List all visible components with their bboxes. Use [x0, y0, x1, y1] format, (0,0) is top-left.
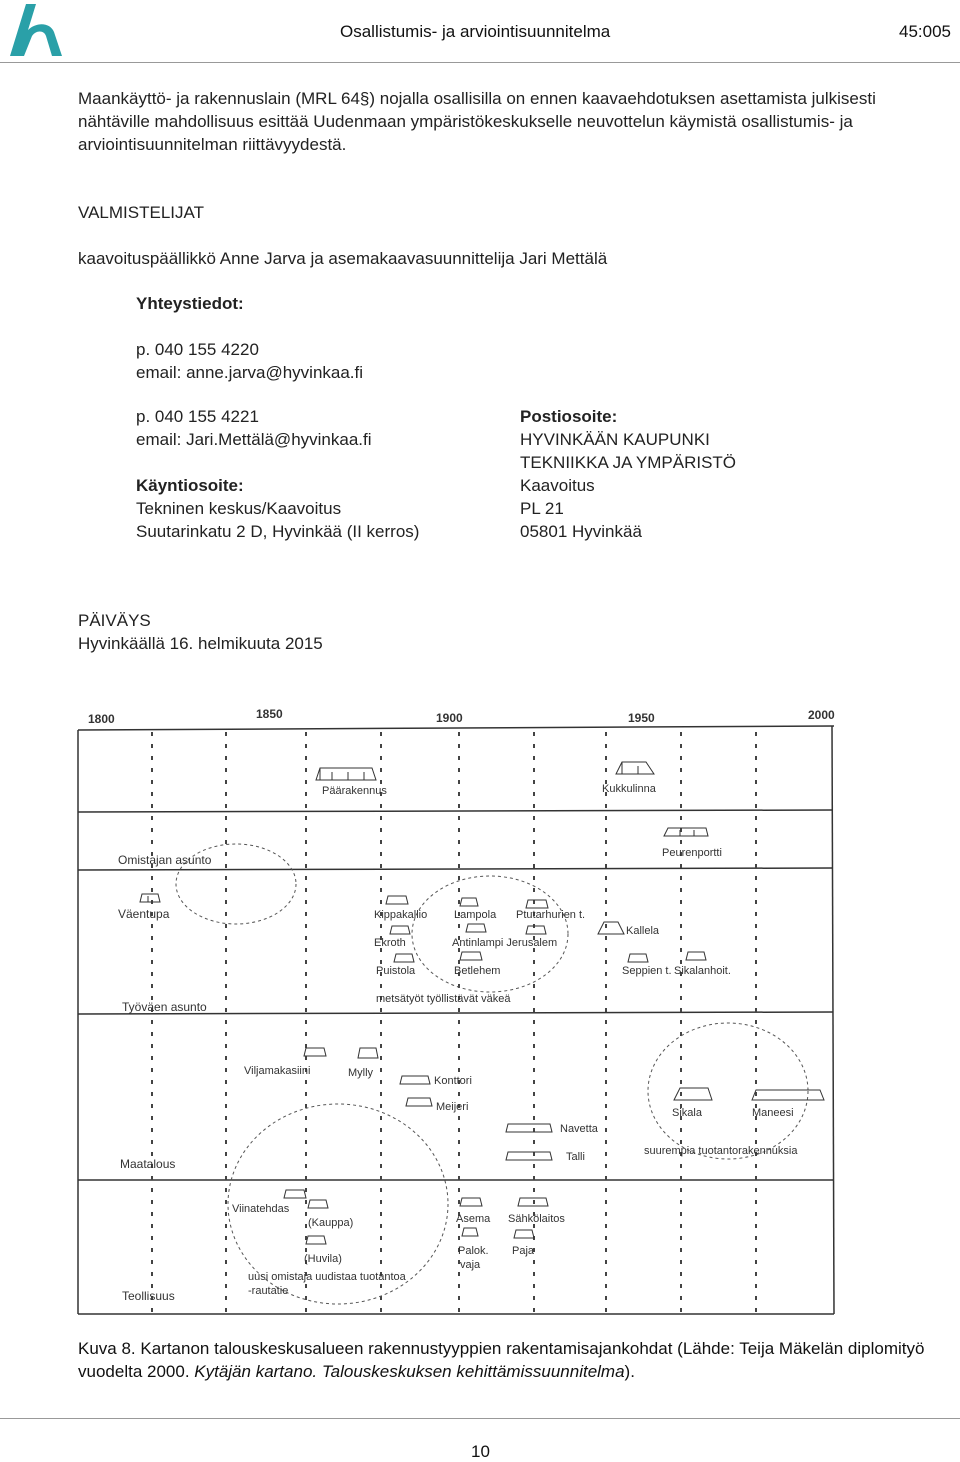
label-navetta: Navetta — [560, 1123, 598, 1135]
label-huvila: (Huvila) — [304, 1253, 342, 1265]
label-paja: Paja — [512, 1245, 535, 1257]
document-code: 45:005 — [899, 22, 951, 41]
postal-address-line2: TEKNIIKKA JA YMPÄRISTÖ — [520, 453, 737, 472]
building-vaentupa — [140, 894, 160, 902]
label-uusi-omistaja: uusi omistaja uudistaa tuotantoa — [248, 1271, 406, 1283]
label-palokvaja-2: vaja — [460, 1259, 481, 1271]
building-jerusalem — [526, 926, 546, 934]
building-kallela — [598, 922, 624, 934]
label-ekroth: Ekroth — [374, 937, 406, 949]
building-mylly — [358, 1048, 378, 1058]
postal-address-heading: Postiosoite: — [520, 407, 618, 426]
year-1800: 1800 — [88, 712, 115, 726]
label-paarakennus: Päärakennus — [322, 785, 387, 797]
label-rautatie: -rautatie — [248, 1285, 289, 1297]
building-huvila — [306, 1236, 326, 1244]
building-navetta — [506, 1124, 552, 1132]
row-label-servants-house: Väentupa — [118, 907, 170, 921]
building-antinlampi — [466, 924, 486, 932]
contact-heading: Yhteystiedot: — [136, 294, 244, 313]
label-seppien: Seppien t. — [622, 965, 672, 977]
building-kukkulinna — [616, 762, 654, 774]
label-ptutarhurien: Ptutarhurien t. — [516, 909, 586, 921]
date-heading: PÄIVÄYS — [78, 611, 151, 630]
row-label-industry: Teollisuus — [122, 1289, 175, 1303]
figure-caption — [78, 1337, 948, 1383]
building-kippakallio — [386, 896, 408, 904]
building-viinatehdas — [284, 1190, 306, 1198]
page-number: 10 — [471, 1442, 490, 1461]
label-meijeri: Meijeri — [436, 1101, 469, 1113]
label-konttori: Konttori — [434, 1075, 472, 1087]
label-viinatehdas: Viinatehdas — [232, 1203, 290, 1215]
contact1-email: email: anne.jarva@hyvinkaa.fi — [136, 363, 364, 382]
row-divider — [78, 810, 833, 812]
label-puistola: Puistola — [376, 965, 416, 977]
label-sikalanhoit: Sikalanhoit. — [674, 965, 731, 977]
contact1-phone: p. 040 155 4220 — [136, 340, 259, 359]
building-sikalanhoit — [686, 952, 706, 960]
header-divider — [0, 62, 960, 63]
building-konttori — [400, 1076, 430, 1084]
row-divider — [78, 868, 833, 870]
year-1950: 1950 — [628, 711, 655, 725]
postal-address-line3: Kaavoitus — [520, 476, 595, 495]
footer-divider — [0, 1418, 960, 1419]
label-palokvaja: Palok. — [458, 1245, 489, 1257]
building-sikala — [674, 1088, 712, 1100]
visit-address-line1: Tekninen keskus/Kaavoitus — [136, 499, 342, 518]
preparers-heading: VALMISTELIJAT — [78, 203, 204, 222]
building-viljamakasiini — [304, 1048, 326, 1056]
label-viljamakasiini: Viljamakasiini — [244, 1065, 311, 1077]
postal-address-line1: HYVINKÄÄN KAUPUNKI — [520, 430, 710, 449]
row-label-owner-house: Omistajan asunto — [118, 853, 212, 867]
label-sikala: Sikala — [672, 1107, 702, 1119]
building-lampola — [460, 898, 478, 906]
intro-paragraph: Maankäyttö- ja rakennuslain (MRL 64§) nojalla osallisilla on ennen kaavaehdotuksen asettamista julkisesti nähtäville mahdollisuus esittää Uudenmaan ympäristökeskukselle neuvottelun käymistä osallistumis- ja arviointisuunnitelman riittävyydestä. — [78, 89, 876, 154]
top-border — [78, 726, 834, 730]
label-kippakallio: Kippakallio — [374, 909, 428, 921]
building-seppien — [628, 954, 648, 962]
contact2-email: email: Jari.Mettälä@hyvinkaa.fi — [136, 430, 372, 449]
hyvinkaa-logo — [6, 2, 64, 58]
visit-address-heading: Käyntiosoite: — [136, 476, 244, 495]
building-peurenportti — [664, 828, 708, 836]
caption-suffix: ). — [624, 1362, 635, 1381]
building-paja — [514, 1230, 534, 1238]
label-maneesi: Maneesi — [752, 1107, 794, 1119]
visit-address-line2: Suutarinkatu 2 D, Hyvinkää (II kerros) — [136, 522, 420, 541]
label-mylly: Mylly — [348, 1067, 374, 1079]
row-label-workers-house: Työväen asunto — [122, 1000, 207, 1014]
building-asema — [460, 1198, 482, 1206]
label-kauppa: (Kauppa) — [308, 1217, 354, 1229]
building-puistola — [394, 954, 414, 962]
right-border — [832, 726, 834, 1314]
row-label-agriculture: Maatalous — [120, 1157, 176, 1171]
label-talli: Talli — [566, 1151, 585, 1163]
year-1850: 1850 — [256, 707, 283, 721]
label-lampola: Lampola — [454, 909, 497, 921]
label-asema: Asema — [456, 1213, 491, 1225]
building-talli — [506, 1152, 552, 1160]
building-ptutarhurien — [526, 900, 548, 908]
caption-prefix: Kuva 8. Kartanon talouskeskusalueen rakennustyyppien rakentamisajankohdat (Lähde: Teija Mäkelän diplomityö vuodelta 2000. — [78, 1339, 925, 1381]
building-maneesi — [752, 1090, 824, 1100]
label-metsatyot: metsätyöt työllistävät väkeä — [376, 993, 511, 1005]
contact2-phone: p. 040 155 4221 — [136, 407, 259, 426]
label-sahkolaitos: Sähkölaitos — [508, 1213, 565, 1225]
label-antinlampi: Antinlampi Jerusalem — [452, 937, 558, 949]
building-palokvaja — [462, 1228, 478, 1236]
building-ekroth — [390, 926, 410, 934]
label-kallela: Kallela — [626, 925, 660, 937]
year-1900: 1900 — [436, 711, 463, 725]
label-betlehem: Betlehem — [454, 965, 501, 977]
date-value: Hyvinkäällä 16. helmikuuta 2015 — [78, 634, 323, 653]
building-timeline-figure — [76, 696, 836, 1316]
document-title: Osallistumis- ja arviointisuunnitelma — [340, 22, 611, 41]
postal-address-line4: PL 21 — [520, 499, 564, 518]
building-betlehem — [460, 952, 482, 960]
label-kukkulinna: Kukkulinna — [602, 783, 656, 795]
preparers-names: kaavoituspäällikkö Anne Jarva ja asemakaavasuunnittelija Jari Mettälä — [78, 249, 608, 268]
caption-italic: Kytäjän kartano. Talouskeskuksen kehittämissuunnitelma — [194, 1362, 625, 1381]
grouping-circle — [648, 1023, 808, 1159]
building-meijeri — [406, 1098, 432, 1106]
label-peurenportti: Peurenportti — [662, 847, 722, 859]
building-kauppa — [308, 1200, 328, 1208]
year-2000: 2000 — [808, 708, 835, 722]
label-suurempia: suurempia tuotantorakennuksia — [644, 1145, 798, 1157]
building-paarakennus — [316, 768, 376, 780]
postal-address-line5: 05801 Hyvinkää — [520, 522, 642, 541]
